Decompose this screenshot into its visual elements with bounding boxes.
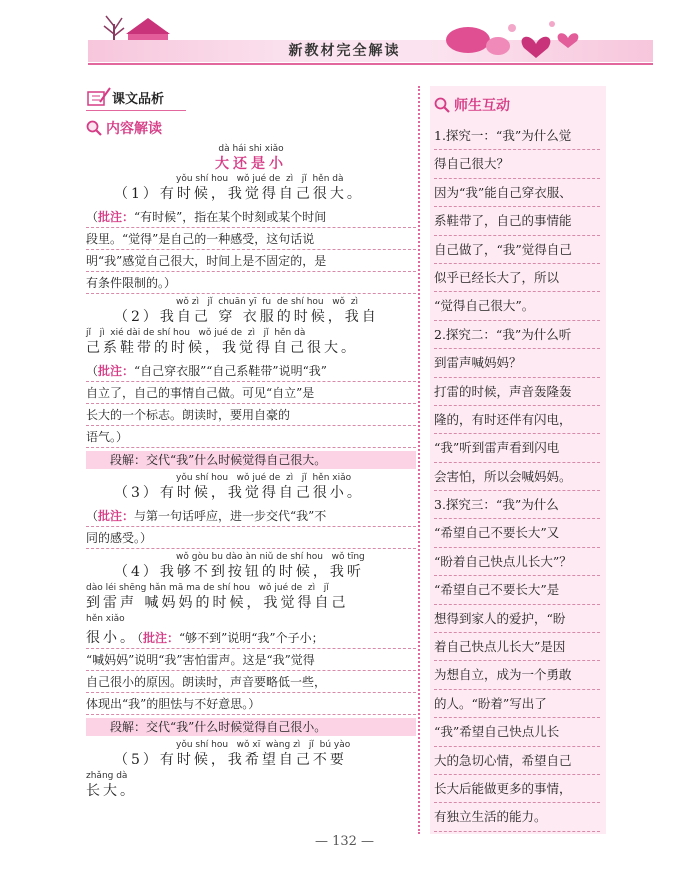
sidebar-line: 的人。“盼着”写出了 [434, 690, 600, 718]
book-title: 新教材完全解读 [288, 43, 401, 59]
sidebar-heading [434, 94, 606, 116]
annotation-line: （批注：与第一句话呼应，进一步交代“我”不 [86, 505, 416, 527]
sidebar-line: 似乎已经长大了，所以 [434, 264, 600, 292]
text-paragraph-1: （1）有时候，我觉得自己很大。 [114, 186, 364, 202]
pinyin-line: wǒ zì jǐ chuān yī fu de shí hou wǒ zì [176, 297, 359, 307]
sidebar-line: 为想自立，成为一个勇敢 [434, 661, 600, 689]
annotation-line: 自立了，自己的事情自己做。可见“自立”是 [86, 382, 416, 404]
annotation-line: （批注：“有时候”，指在某个时刻或某个时间 [86, 206, 416, 228]
annotation-label: 批注： [98, 364, 135, 378]
annotation-line: （批注：“自己穿衣服”“自己系鞋带”说明“我” [86, 360, 416, 382]
sidebar-line: 大的急切心情，希望自己 [434, 747, 600, 775]
sidebar-line: 会害怕，所以会喊妈妈。 [434, 463, 600, 491]
text-paragraph-5-line-1: （5）有时候，我希望自己不要 [114, 752, 347, 768]
annotation-line: “喊妈妈”说明“我”害怕雷声。这是“我”觉得 [86, 649, 416, 671]
sidebar-qa-text [430, 122, 606, 832]
annotation-2 [86, 360, 416, 448]
pinyin-line: wǒ gòu bu dào àn niǔ de shí hou wǒ tīng [176, 552, 365, 562]
annotation-line: 语气。） [86, 426, 416, 448]
lesson-title: 大还是小 [215, 156, 287, 172]
text-paragraph-4-line-1: （4）我够不到按钮的时候，我听 [114, 564, 364, 580]
annotation-label: 批注： [98, 509, 135, 523]
paragraph-summary-2: 段解：交代“我”什么时候觉得自己很小。 [86, 718, 416, 736]
sidebar-line: 系鞋带了，自己的事情能 [434, 207, 600, 235]
sidebar-line: 长大后能做更多的事情， [434, 775, 600, 803]
pinyin-line: hěn xiǎo [86, 614, 125, 624]
annotation-line: 同的感受。） [86, 527, 416, 549]
annotation-line: 很小。（批注：“够不到”说明“我”个子小； [86, 627, 416, 649]
sidebar-line: 有独立生活的能力。 [434, 803, 600, 831]
interaction-sidebar [430, 86, 606, 834]
text-paragraph-5-line-2: 长大。 [86, 783, 137, 799]
sidebar-line: “我”希望自己快点儿长 [434, 718, 600, 746]
pen-book-icon [86, 86, 112, 108]
pinyin-line: dào léi shēng hǎn mā ma de shí hou wǒ jué de zì jǐ [86, 583, 329, 593]
sidebar-line: 到雷声喊妈妈？ [434, 349, 600, 377]
annotation-line: 体现出“我”的胆怯与不好意思。） [86, 693, 416, 715]
annotation-label: 批注： [143, 631, 180, 645]
main-column [86, 84, 416, 801]
column-divider [418, 86, 420, 834]
page-header [0, 0, 689, 80]
sidebar-line: 3.探究三：“我”为什么 [434, 491, 600, 519]
sidebar-line: “希望自己不要长大”是 [434, 576, 600, 604]
sidebar-line: 因为“我”能自己穿衣服、 [434, 179, 600, 207]
annotation-3 [86, 505, 416, 549]
sidebar-line: 隆的，有时还伴有闪电， [434, 406, 600, 434]
annotation-label: 批注： [98, 210, 135, 224]
sidebar-line: 打雷的时候，声音轰隆轰 [434, 378, 600, 406]
pinyin-line: yǒu shí hou wǒ jué de zì jǐ hěn dà [176, 174, 344, 184]
annotation-line: 段里。“觉得”是自己的一种感受，这句话说 [86, 228, 416, 250]
sidebar-line: “希望自己不要长大”又 [434, 519, 600, 547]
sidebar-line: 1.探究一：“我”为什么觉 [434, 122, 600, 150]
sidebar-line: 自己做了，“我”觉得自己 [434, 236, 600, 264]
sidebar-line: “我”听到雷声看到闪电 [434, 434, 600, 462]
flower-heart-decoration-icon [440, 14, 590, 64]
sidebar-line: “觉得自己很大”。 [434, 292, 600, 320]
annotation-line: 明“我”感觉自己很大，时间上是不固定的，是 [86, 250, 416, 272]
header-rule [88, 63, 653, 65]
sidebar-line: 得自己很大？ [434, 150, 600, 178]
subsection-title: 内容解读 [106, 121, 162, 137]
annotation-line: 有条件限制的。） [86, 272, 416, 294]
annotation-1 [86, 206, 416, 294]
pinyin-line: yǒu shí hou wǒ xī wàng zì jǐ bú yào [176, 740, 351, 750]
paragraph-summary-1: 段解：交代“我”什么时候觉得自己很大。 [86, 451, 416, 469]
sidebar-line: 着自己快点儿长大”是因 [434, 633, 600, 661]
text-paragraph-3: （3）有时候，我觉得自己很小。 [114, 485, 364, 501]
sidebar-title: 师生互动 [454, 98, 510, 114]
sidebar-line: 想得到家人的爱护，“盼 [434, 605, 600, 633]
section-title: 课文品析 [112, 91, 165, 107]
pinyin-line: jǐ jì xié dài de shí hou wǒ jué de zì jǐ hěn dà [86, 328, 306, 338]
section-underline [86, 110, 186, 111]
annotation-line: 自己很小的原因。朗读时，声音要略低一些， [86, 671, 416, 693]
annotation-line: 长大的一个标志。朗读时，要用自豪的 [86, 404, 416, 426]
sidebar-line: “盼着自己快点儿长大”？ [434, 548, 600, 576]
subsection-heading [86, 117, 416, 139]
pinyin-line: zhǎng dà [86, 771, 128, 781]
text-paragraph-2-line-2: 己系鞋带的时候，我觉得自己很大。 [86, 340, 358, 356]
text-paragraph-4-line-2: 到雷声 喊妈妈的时候，我觉得自己 [86, 595, 349, 611]
magnifier-icon [434, 97, 450, 113]
lesson-title-pinyin: dà hái shi xiǎo [218, 144, 284, 154]
page-number: — 132 — [314, 834, 375, 849]
magnifier-icon [86, 120, 102, 136]
section-heading [86, 84, 416, 110]
text-paragraph-2-line-1: （2）我自己 穿 衣服的时候，我自 [114, 309, 379, 325]
sidebar-line: 2.探究二：“我”为什么听 [434, 321, 600, 349]
text-paragraph-4-line-3: 很小。 [86, 630, 137, 646]
annotation-4 [86, 627, 416, 715]
pinyin-line: yǒu shí hou wǒ jué de zì jǐ hěn xiǎo [176, 473, 352, 483]
